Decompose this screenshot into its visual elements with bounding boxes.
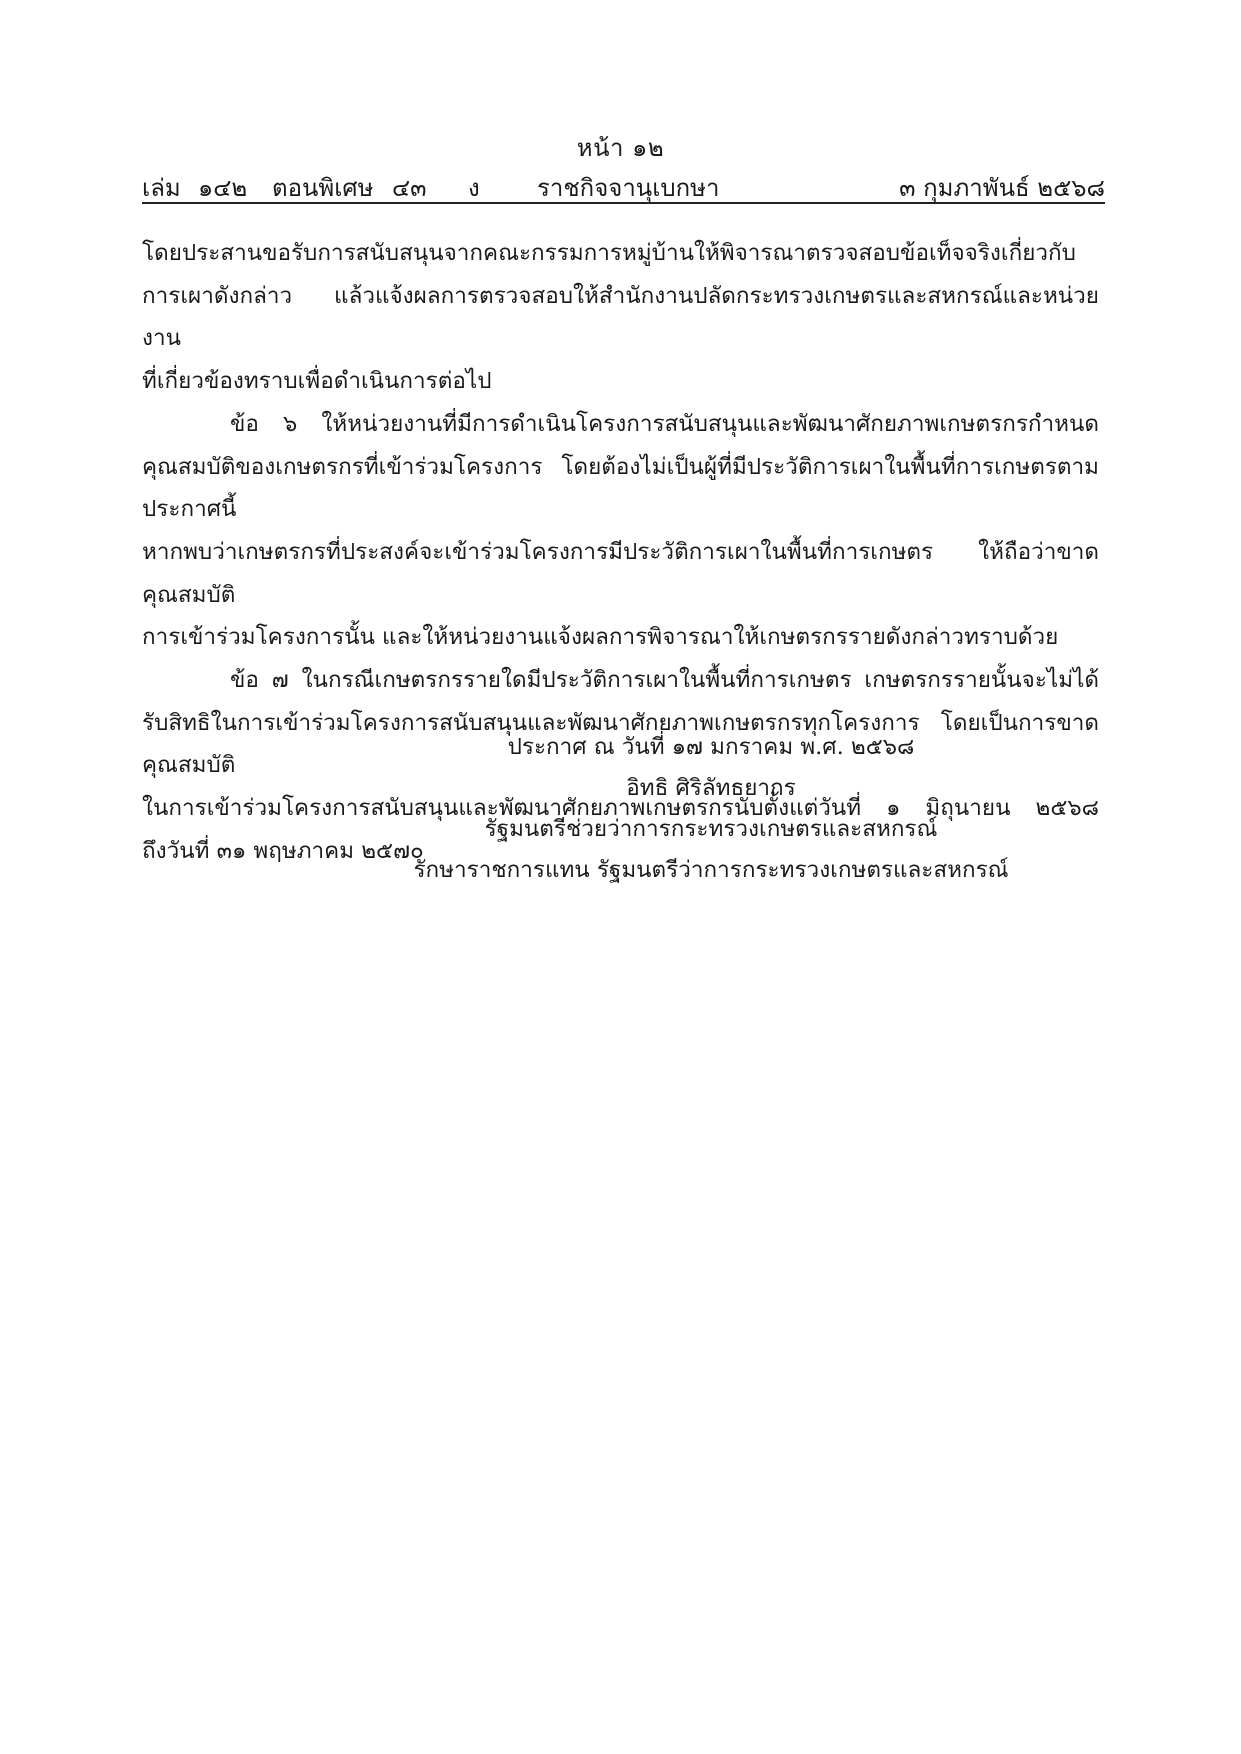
body-line: การเข้าร่วมโครงการนั้น และให้หน่วยงานแจ้งผลการพิจารณาให้เกษตรกรรายดังกล่าวทราบด้วย	[142, 624, 1059, 651]
signature-block	[300, 727, 1122, 891]
clause-6-start: ข้อ ๖ ให้หน่วยงานที่มีการดำเนินโครงการสนับสนุนและพัฒนาศักยภาพเกษตรกรกำหนด	[230, 410, 1099, 437]
body-line: ถึงวันที่ ๓๑ พฤษภาคม ๒๕๗๐	[142, 837, 424, 864]
issue-label: ตอนพิเศษ	[272, 174, 374, 202]
signatory-position: รัฐมนตรีช่วยว่าการกระทรวงเกษตรและสหกรณ์	[484, 816, 938, 842]
body-line: โดยประสานขอรับการสนับสนุนจากคณะกรรมการหมู่บ้านให้พิจารณาตรวจสอบข้อเท็จจริงเกี่ยวกับ	[142, 240, 1076, 266]
volume-number: ๑๔๒	[198, 174, 248, 202]
publication-title: ราชกิจจานุเบกษา	[537, 174, 720, 202]
body-line: การเผาดังกล่าว แล้วแจ้งผลการตรวจสอบให้สำนักงานปลัดกระทรวงเกษตรและสหกรณ์และหน่วยงาน	[142, 282, 1099, 352]
body-line: หากพบว่าเกษตรกรที่ประสงค์จะเข้าร่วมโครงการมีประวัติการเผาในพื้นที่การเกษตร ให้ถือว่าขาดคุณสมบัติ	[142, 538, 1099, 608]
gazette-header	[142, 168, 1105, 204]
signatory-acting: รักษาราชการแทน รัฐมนตรีว่าการกระทรวงเกษตรและสหกรณ์	[413, 857, 1009, 883]
body-line: รับสิทธิในการเข้าร่วมโครงการสนับสนุนและพัฒนาศักยภาพเกษตรกรทุกโครงการ โดยเป็นการขาดคุณสมบัติ	[142, 709, 1099, 779]
issue-number: ๔๓	[392, 174, 427, 202]
body-line: ในการเข้าร่วมโครงการสนับสนุนและพัฒนาศักยภาพเกษตรกรนับตั้งแต่วันที่ ๑ มิถุนายน ๒๕๖๘	[142, 795, 1099, 822]
volume-label: เล่ม	[142, 174, 181, 202]
clause-7-start: ข้อ ๗ ในกรณีเกษตรกรรายใดมีประวัติการเผาในพื้นที่การเกษตร เกษตรกรรายนั้นจะไม่ได้	[230, 667, 1099, 694]
body-line: คุณสมบัติของเกษตรกรที่เข้าร่วมโครงการ โดยต้องไม่เป็นผู้ที่มีประวัติการเผาในพื้นที่การเกษตรตามประกาศนี้	[142, 453, 1099, 523]
page-number: หน้า ๑๒	[576, 134, 665, 162]
publication-date: ๓ กุมภาพันธ์ ๒๕๖๘	[899, 174, 1105, 202]
signatory-name: อิทธิ ศิริลัทธยากร	[626, 775, 796, 801]
announcement-date: ประกาศ ณ วันที่ ๑๗ มกราคม พ.ศ. ๒๕๖๘	[507, 734, 915, 760]
body-line: ที่เกี่ยวข้องทราบเพื่อดำเนินการต่อไป	[142, 368, 492, 395]
section-label: ง	[468, 174, 480, 202]
